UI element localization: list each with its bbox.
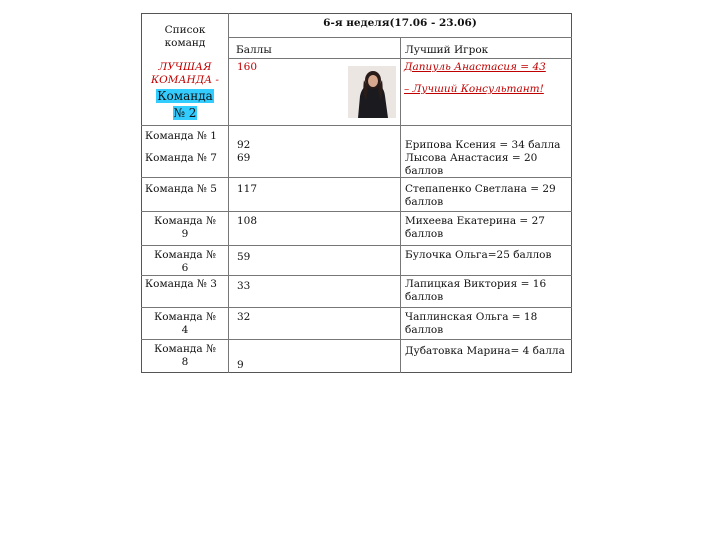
team-name: Команда № 3 — [145, 278, 217, 290]
team-points: 108 — [237, 215, 258, 227]
row-divider — [141, 339, 572, 340]
col-divider-2 — [400, 37, 401, 373]
team-points: 33 — [237, 280, 251, 292]
best-player: Ерипова Ксения = 34 балла — [405, 139, 561, 151]
row-divider — [141, 211, 572, 212]
team-name-line1: Команда № — [154, 311, 216, 323]
team-points: 117 — [237, 183, 258, 195]
team-name-line2: 6 — [181, 262, 189, 274]
best-player: Лысова Анастасия = 20 баллов — [405, 152, 538, 177]
team-name-line1: Команда № — [154, 249, 216, 261]
team-name: Команда № 1 — [145, 130, 217, 142]
team-name-line1: Команда № — [154, 215, 216, 227]
team-name: Команда № 5 — [145, 183, 217, 195]
best-player: Лапицкая Виктория = 16 баллов — [405, 278, 547, 303]
best-player: Дубатовка Марина= 4 балла — [405, 345, 565, 357]
row-divider — [141, 275, 572, 276]
row-divider — [228, 37, 572, 38]
person-photo — [348, 66, 396, 118]
row-divider — [228, 58, 572, 59]
team-points: 59 — [237, 251, 251, 263]
points-col-header: Баллы — [236, 44, 272, 56]
best-player-name: Дапиуль Анастасия = 43 — [404, 61, 546, 73]
best-player: Булочка Ольга=25 баллов — [405, 249, 552, 261]
best-team-name: Команда — [157, 89, 213, 103]
best-team-cell — [145, 61, 225, 121]
best-team-label-2: КОМАНДА - — [151, 74, 219, 86]
best-consultant-label: – Лучший Консультант! — [404, 83, 544, 95]
team-name — [145, 311, 225, 337]
best-player: Чаплинская Ольга = 18 баллов — [405, 311, 538, 336]
row-divider — [141, 125, 572, 126]
col-divider-1 — [228, 13, 229, 373]
team-name-line2: 4 — [181, 324, 189, 336]
best-team-points: 160 — [237, 61, 258, 73]
week-title: 6-я неделя(17.06 - 23.06) — [323, 17, 477, 29]
best-player-col-header: Лучший Игрок — [405, 44, 489, 56]
teams-list-header — [145, 24, 225, 50]
best-player: Степапенко Светлана = 29 баллов — [405, 183, 556, 208]
team-name-line1: Команда № — [154, 343, 216, 355]
best-player: Михеева Екатерина = 27 баллов — [405, 215, 545, 240]
team-points: 92 — [237, 139, 251, 151]
team-name: Команда № 7 — [145, 152, 217, 164]
team-points: 32 — [237, 311, 251, 323]
team-name — [145, 343, 225, 369]
row-divider — [141, 245, 572, 246]
teams-header-line2: команд — [164, 37, 206, 49]
row-divider — [141, 307, 572, 308]
teams-header-line1: Список — [164, 24, 206, 36]
team-name — [145, 249, 225, 275]
best-team-number: № 2 — [173, 106, 197, 120]
team-points: 69 — [237, 152, 251, 164]
team-name-line2: 8 — [181, 356, 189, 368]
best-team-label-1: ЛУЧШАЯ — [158, 61, 212, 73]
team-name — [145, 215, 225, 241]
team-name-line2: 9 — [181, 228, 189, 240]
team-points: 9 — [237, 359, 244, 371]
